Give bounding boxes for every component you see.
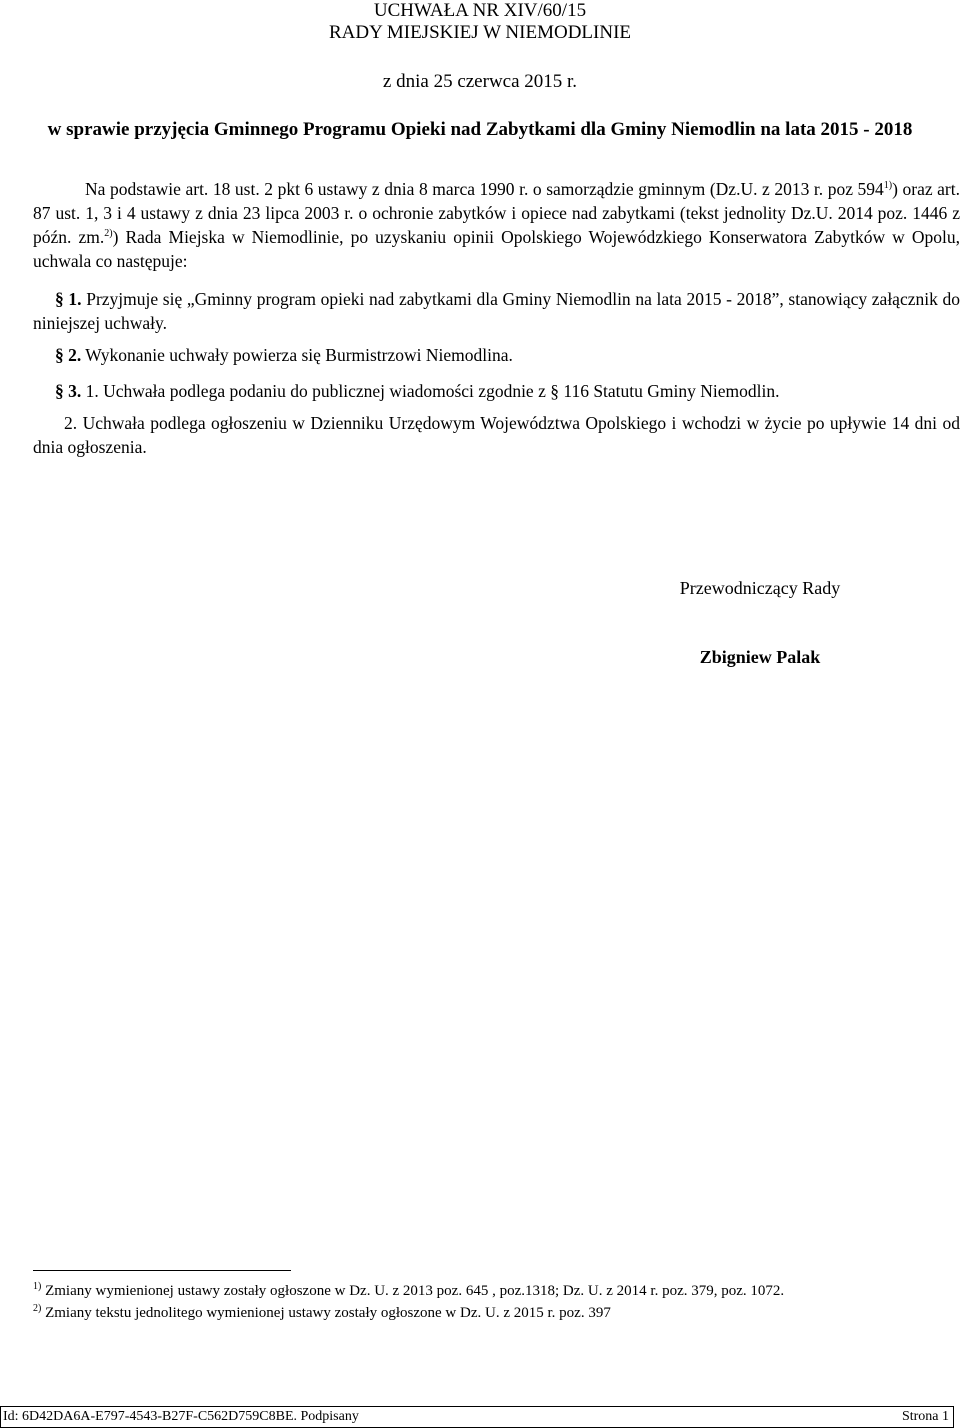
paragraph-3-point-2: 2. Uchwała podlega ogłoszeniu w Dzienniku Urzędowym Województwa Opolskiego i wchodzi w życie po upływie 14 dni od dnia ogłoszenia. <box>33 413 960 457</box>
footnote-2-text: Zmiany tekstu jednolitego wymienionej ustawy zostały ogłoszone w Dz. U. z 2015 r. poz. 397 <box>41 1305 611 1321</box>
paragraph-2-label: § 2. <box>55 345 82 365</box>
paragraph-2-text: Wykonanie uchwały powierza się Burmistrzowi Niemodlina. <box>81 345 513 365</box>
council-name: RADY MIEJSKIEJ W NIEMODLINIE <box>328 22 632 43</box>
resolution-subject: w sprawie przyjęcia Gminnego Programu Opieki nad Zabytkami dla Gminy Niemodlin na lata 2015 - 2018 <box>47 119 913 140</box>
page-footer <box>0 1406 954 1428</box>
paragraph-2 <box>33 343 960 367</box>
preamble-part1: Na podstawie art. 18 ust. 2 pkt 6 ustawy z dnia 8 marca 1990 r. o samorządzie gminnym (Dz.U. z 2013 r. poz 594 <box>85 179 884 199</box>
page-number: Strona 1 <box>901 1409 949 1424</box>
footnote-2-marker: 2) <box>33 1303 42 1314</box>
footnote-1-text: Zmiany wymienionej ustawy zostały ogłoszone w Dz. U. z 2013 poz. 645 , poz.1318; Dz. U. z 2014 r. poz. 379, poz. 1072. <box>41 1283 785 1299</box>
paragraph-3-label: § 3. <box>55 381 82 401</box>
resolution-title: UCHWAŁA NR XIV/60/15 <box>373 0 587 21</box>
preamble-part2: ) oraz art. 87 ust. 1, 3 i 4 ustawy z dnia 23 lipca 2003 r. o ochronie zabytków i opiece nad zabytkami (tekst jednolity Dz.U. 2014 poz. 1446 z późn. zm. <box>33 179 960 247</box>
paragraph-1-label: § 1. <box>55 289 82 309</box>
footnote-1 <box>33 1281 960 1301</box>
footnote-divider <box>33 1270 291 1271</box>
footnote-2 <box>33 1303 960 1323</box>
footnote-ref-2[interactable]: 2) <box>104 228 113 240</box>
paragraph-1 <box>33 287 960 335</box>
preamble-part3: ) Rada Miejska w Niemodlinie, po uzyskaniu opinii Opolskiego Wojewódzkiego Konserwatora Zabytków w Opolu, uchwala co następuje: <box>33 227 960 271</box>
resolution-date: z dnia 25 czerwca 2015 r. <box>382 71 578 92</box>
footnote-ref-1[interactable]: 1) <box>883 180 893 192</box>
paragraph-3-text: 1. Uchwała podlega podaniu do publicznej wiadomości zgodnie z § 116 Statutu Gminy Niemodlin. <box>81 381 780 401</box>
footnote-1-marker: 1) <box>33 1281 42 1292</box>
paragraph-3 <box>33 379 960 403</box>
preamble <box>33 177 960 273</box>
paragraph-1-text: Przyjmuje się „Gminny program opieki nad zabytkami dla Gminy Niemodlin na lata 2015 - 2018”, stanowiący załącznik do niniejszej uchwały. <box>33 289 960 333</box>
document-id: Id: 6D42DA6A-E797-4543-B27F-C562D759C8BE. Podpisany <box>3 1409 359 1424</box>
signatory-name: Zbigniew Palak <box>699 647 821 667</box>
signatory-role: Przewodniczący Rady <box>679 578 841 598</box>
